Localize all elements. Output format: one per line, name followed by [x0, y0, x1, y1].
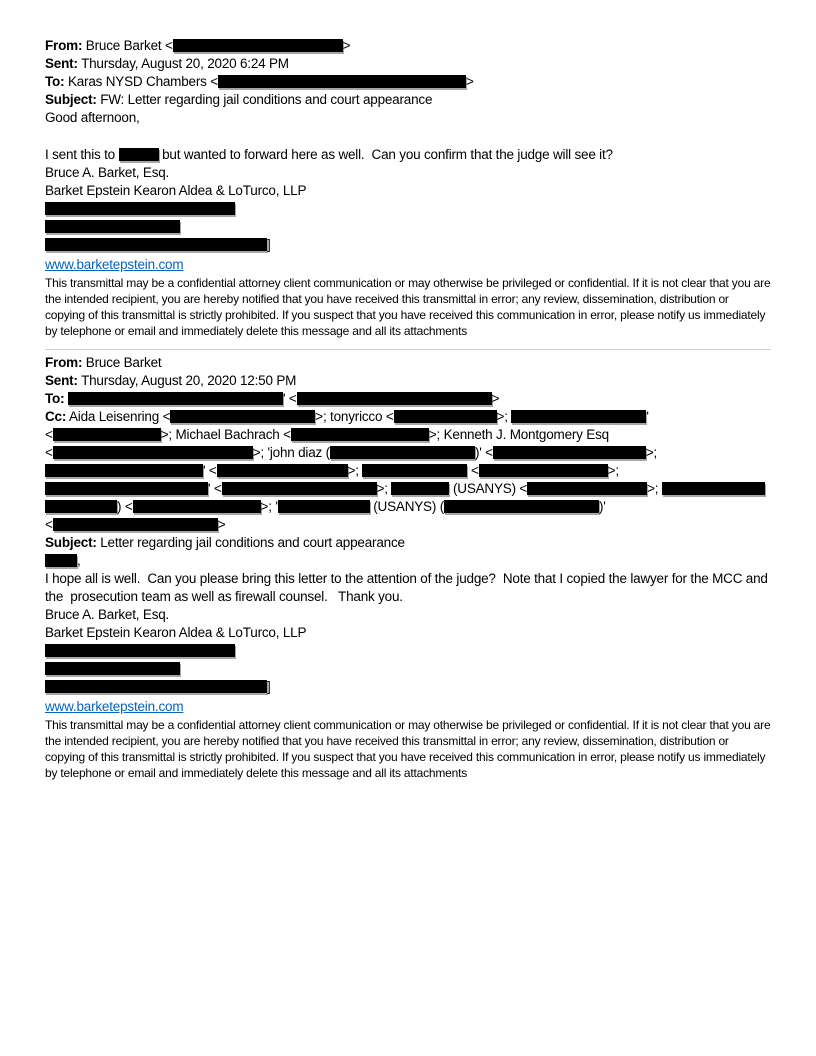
- text-segment: >;: [347, 463, 363, 478]
- redaction-bar: [45, 202, 235, 215]
- field-label: To:: [45, 391, 65, 406]
- redaction-bar: [53, 446, 253, 459]
- redaction-bar: [45, 500, 117, 513]
- cc-line: [45, 444, 771, 462]
- cc-line: [45, 408, 771, 426]
- subject-line: [45, 91, 771, 109]
- salutation-line: [45, 552, 771, 570]
- cc-line: [45, 462, 771, 480]
- from-line: [45, 354, 771, 372]
- text-segment: <: [45, 517, 53, 532]
- text-segment: >;: [376, 481, 392, 496]
- text-segment: ]: [267, 237, 271, 252]
- redacted-contact-line: [45, 678, 771, 696]
- signature-firm: Barket Epstein Kearon Aldea & LoTurco, LLP: [45, 183, 307, 198]
- field-label: Sent:: [45, 373, 78, 388]
- text-segment: I sent this to: [45, 147, 119, 162]
- text-segment: >;: [645, 445, 658, 460]
- redaction-bar: [53, 428, 161, 441]
- text-segment: <: [45, 427, 53, 442]
- text-segment: >; 'john diaz (: [252, 445, 330, 460]
- subject-line: [45, 534, 771, 552]
- text-segment: ) <: [117, 499, 133, 514]
- from-line: [45, 37, 771, 55]
- signature-name: Bruce A. Barket, Esq.: [45, 165, 170, 180]
- signature-firm: Barket Epstein Kearon Aldea & LoTurco, LLP: [45, 625, 307, 640]
- text-segment: ' <: [208, 481, 222, 496]
- blank-line: [45, 127, 771, 146]
- text-segment: >: [217, 517, 226, 532]
- field-label: From:: [45, 38, 83, 53]
- website-link-line: [45, 256, 771, 274]
- text-segment: >;: [607, 463, 619, 478]
- to-line: [45, 73, 771, 91]
- redaction-bar: [173, 39, 343, 52]
- redaction-bar: [45, 482, 208, 495]
- redaction-bar: [394, 410, 497, 423]
- redaction-bar: [53, 518, 218, 531]
- redacted-contact-line: [45, 236, 771, 254]
- cc-line: [45, 498, 771, 516]
- field-label: To:: [45, 74, 65, 89]
- field-label: From:: [45, 355, 83, 370]
- text-segment: )' <: [474, 445, 493, 460]
- text-segment: Letter regarding jail conditions and court appearance: [96, 535, 405, 550]
- text-segment: Thursday, August 20, 2020 12:50 PM: [77, 373, 297, 388]
- redaction-bar: [119, 148, 159, 161]
- redaction-bar: [479, 464, 608, 477]
- text-segment: ' <: [282, 391, 297, 406]
- text-segment: ]: [267, 679, 271, 694]
- redaction-bar: [45, 662, 180, 675]
- text-segment: ,: [77, 553, 81, 568]
- cc-line: [45, 426, 771, 444]
- text-segment: >: [342, 38, 351, 53]
- text-segment: Karas NYSD Chambers <: [64, 74, 218, 89]
- text-segment: <: [467, 463, 479, 478]
- redaction-bar: [527, 482, 647, 495]
- redaction-bar: [45, 220, 180, 233]
- text-segment: Bruce Barket: [82, 355, 162, 370]
- redaction-bar: [444, 500, 599, 513]
- redaction-bar: [45, 554, 77, 567]
- body-paragraph: I hope all is well. Can you please bring this letter to the attention of the judge? Note that I copied the lawyer for the MCC and the prosecution team as well as firewall counsel. Thank you.: [45, 571, 772, 604]
- text-segment: >; Kenneth J. Montgomery Esq: [428, 427, 609, 442]
- text-segment: (USANYS) <: [449, 481, 528, 496]
- sent-line: [45, 372, 771, 390]
- text-segment: >; tonyricco <: [315, 409, 394, 424]
- redaction-bar: [217, 464, 348, 477]
- redaction-bar: [330, 446, 475, 459]
- field-label: Sent:: [45, 56, 78, 71]
- text-segment: FW: Letter regarding jail conditions and court appearance: [96, 92, 433, 107]
- redaction-bar: [218, 75, 466, 88]
- redacted-address-line: [45, 200, 771, 218]
- redaction-bar: [362, 464, 467, 477]
- text-segment: ': [646, 409, 649, 424]
- text-segment: >;: [496, 409, 512, 424]
- cc-line: [45, 516, 771, 534]
- redaction-bar: [511, 409, 649, 424]
- redaction-bar: [391, 482, 449, 495]
- text-segment: )': [599, 499, 606, 514]
- message-2: [45, 354, 774, 781]
- text-segment: but wanted to forward here as well. Can you confirm that the judge will see it?: [158, 147, 613, 162]
- cc-line: [45, 480, 771, 498]
- text-segment: (USANYS) (: [369, 499, 445, 514]
- text-segment: >: [465, 74, 474, 89]
- redaction-bar: [133, 500, 261, 513]
- text-segment: ' <: [203, 463, 217, 478]
- text-segment: >; ': [260, 499, 278, 514]
- field-label: Subject:: [45, 92, 97, 107]
- disclaimer-text: This transmittal may be a confidential attorney client communication or may otherwise be privileged or confidential. If it is not clear that you are the intended recipient, you are hereby notified that you have received this transmittal in error; any review, dissemination, distribution or copying of this transmittal is strictly prohibited. If you suspect that you have received this communication in error, please notify us immediately by telephone or email and immediately delete this message and all its attachments: [45, 276, 774, 338]
- redacted-address-line: [45, 642, 771, 660]
- redaction-bar: [222, 482, 377, 495]
- redaction-bar: [291, 428, 429, 441]
- field-label: Subject:: [45, 535, 97, 550]
- redacted-phone-line: [45, 218, 771, 236]
- redaction-bar: [45, 680, 267, 693]
- to-line: [45, 390, 771, 408]
- website-link[interactable]: www.barketepstein.com: [45, 257, 184, 272]
- text-segment: >;: [647, 481, 662, 496]
- message-divider: [45, 349, 771, 350]
- redaction-bar: [68, 392, 283, 405]
- greeting-text: Good afternoon,: [45, 110, 140, 125]
- redaction-bar: [170, 410, 315, 423]
- text-segment: Aida Leisenring <: [66, 409, 171, 424]
- text-segment: >: [491, 391, 500, 406]
- body-line: [45, 146, 771, 164]
- text-segment: Thursday, August 20, 2020 6:24 PM: [77, 56, 289, 71]
- text-segment: Bruce Barket <: [82, 38, 173, 53]
- redaction-bar: [493, 446, 646, 459]
- sent-line: [45, 55, 771, 73]
- redacted-phone-line: [45, 660, 771, 678]
- field-label: Cc:: [45, 409, 67, 424]
- redaction-bar: [297, 392, 492, 405]
- text-segment: >; Michael Bachrach <: [160, 427, 291, 442]
- redaction-bar: [45, 238, 267, 251]
- redaction-bar: [45, 644, 235, 657]
- website-link[interactable]: www.barketepstein.com: [45, 699, 184, 714]
- website-link-line: [45, 698, 771, 716]
- disclaimer-text: This transmittal may be a confidential attorney client communication or may otherwise be privileged or confidential. If it is not clear that you are the intended recipient, you are hereby notified that you have received this transmittal in error; any review, dissemination, distribution or copying of this transmittal is strictly prohibited. If you suspect that you have received this communication in error, please notify us immediately by telephone or email and immediately delete this message and all its attachments: [45, 718, 774, 780]
- redaction-bar: [662, 482, 765, 495]
- redaction-bar: [45, 464, 203, 477]
- message-1: [45, 37, 774, 339]
- text-segment: <: [45, 445, 53, 460]
- signature-name: Bruce A. Barket, Esq.: [45, 607, 170, 622]
- redaction-bar: [278, 500, 370, 513]
